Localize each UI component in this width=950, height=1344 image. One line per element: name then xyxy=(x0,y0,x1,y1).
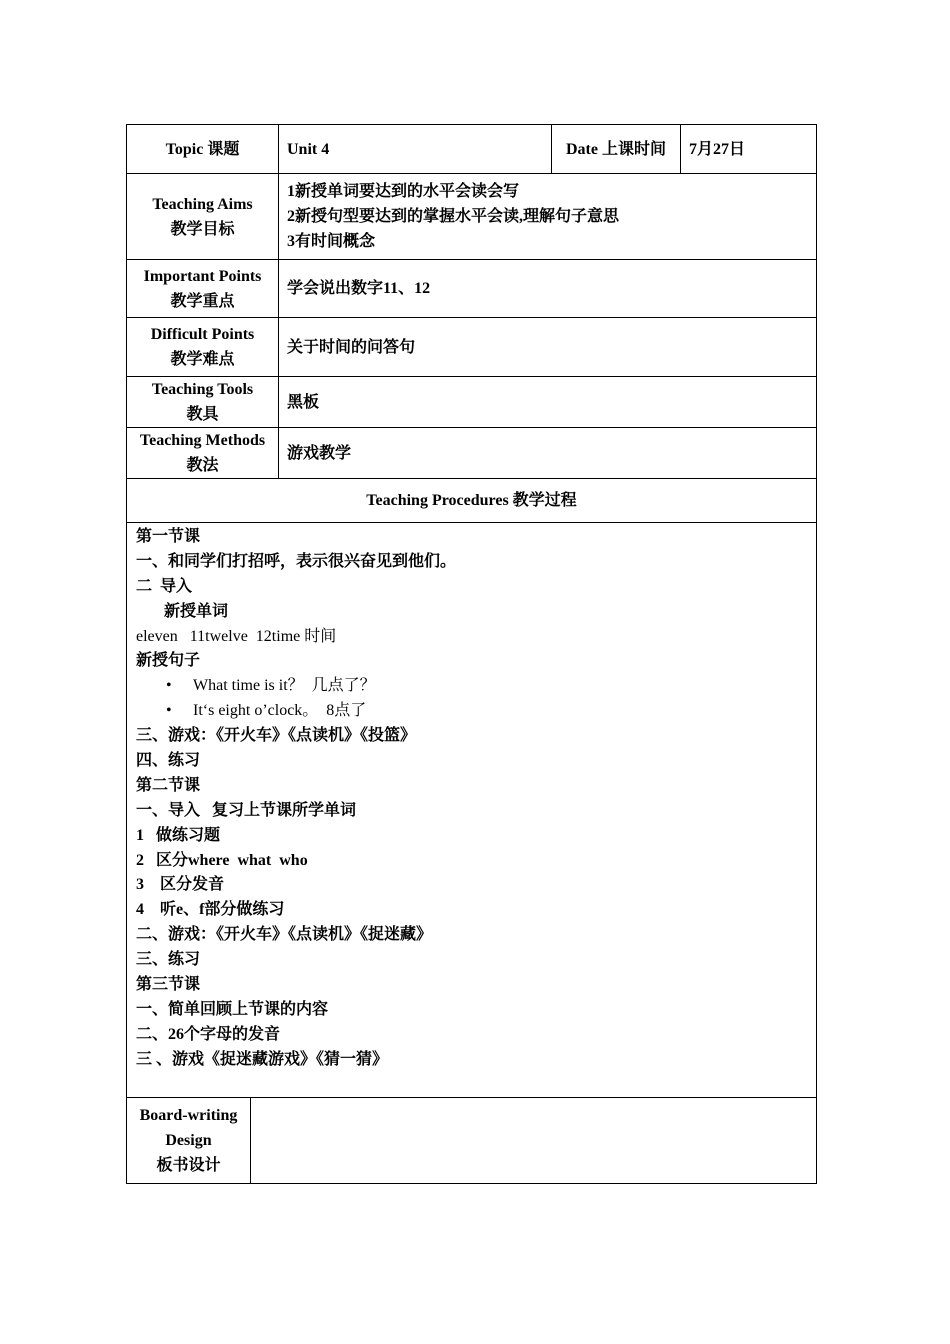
methods-value: 游戏教学 xyxy=(279,428,817,479)
proc-bullet-text: It‘s eight o’clock。 8点了 xyxy=(193,702,367,720)
difficult-value: 关于时间的问答句 xyxy=(279,318,817,377)
topic-label: Topic 课题 xyxy=(127,125,279,174)
aims-line-2: 2新授句型要达到的掌握水平会读,理解句子意思 xyxy=(287,208,620,225)
date-value: 7月27日 xyxy=(681,125,817,174)
important-label xyxy=(127,260,279,318)
board-content xyxy=(251,1097,817,1183)
tools-label-zh: 教具 xyxy=(186,406,219,423)
important-row xyxy=(127,260,817,318)
proc-line: 二、26个字母的发音 xyxy=(136,1025,281,1043)
procedures-title: Teaching Procedures 教学过程 xyxy=(127,479,817,523)
tools-row xyxy=(127,377,817,428)
topic-value: Unit 4 xyxy=(279,125,552,174)
proc-line: 一、和同学们打招呼，表示很兴奋见到他们。 xyxy=(136,552,457,570)
proc-line: 4 听e、f部分做练习 xyxy=(136,901,285,919)
aims-line-1: 1新授单词要达到的水平会读会写 xyxy=(287,183,520,200)
bullet-icon: • xyxy=(166,677,172,695)
tools-label xyxy=(127,377,279,428)
proc-line: 3 区分发音 xyxy=(136,876,225,894)
proc-bullet-item xyxy=(136,674,807,699)
tools-value: 黑板 xyxy=(279,377,817,428)
proc-line: 2 区分where what who xyxy=(136,851,308,869)
methods-label-en: Teaching Methods xyxy=(139,432,266,449)
board-table xyxy=(126,1097,817,1184)
proc-line: 一、导入 复习上节课所学单词 xyxy=(136,801,357,819)
aims-label xyxy=(127,174,279,260)
important-label-zh: 教学重点 xyxy=(170,292,235,310)
proc-line: 1 做练习题 xyxy=(136,826,221,844)
difficult-row xyxy=(127,318,817,377)
important-value: 学会说出数字11、12 xyxy=(279,260,817,318)
difficult-label xyxy=(127,318,279,377)
procedures-title-row xyxy=(127,479,817,523)
proc-line: 三、游戏：《开火车》《点读机》《投篮》 xyxy=(136,727,417,745)
board-label-line-3: 板书设计 xyxy=(156,1156,221,1174)
aims-line-3: 3有时间概念 xyxy=(287,233,376,250)
board-row xyxy=(127,1097,817,1183)
board-label xyxy=(127,1097,251,1183)
proc-line: 第三节课 xyxy=(136,976,201,994)
difficult-label-en: Difficult Points xyxy=(150,326,255,343)
methods-label xyxy=(127,428,279,479)
proc-line: 二、游戏：《开火车》《点读机》《捉迷藏》 xyxy=(136,926,433,944)
aims-row xyxy=(127,174,817,260)
lesson-plan-table xyxy=(126,124,817,1098)
aims-label-en: Teaching Aims xyxy=(152,195,253,213)
methods-row xyxy=(127,428,817,479)
board-label-line-2: Design xyxy=(165,1131,212,1149)
aims-value xyxy=(279,174,817,260)
difficult-label-zh: 教学难点 xyxy=(170,351,235,368)
bullet-icon: • xyxy=(166,702,172,720)
proc-line: 三 、游戏《捉迷藏游戏》《猜一猜》 xyxy=(136,1050,389,1068)
proc-line: 新授单词 xyxy=(164,602,229,620)
aims-label-zh: 教学目标 xyxy=(170,220,235,238)
proc-bullet-text: What time is it？ 几点了？ xyxy=(193,677,376,695)
topic-row xyxy=(127,125,817,174)
proc-line: 三、练习 xyxy=(136,951,201,969)
proc-line: 二 导入 xyxy=(136,577,193,595)
proc-line: 一、简单回顾上节课的内容 xyxy=(136,1000,329,1018)
proc-line: eleven 11twelve 12time 时间 xyxy=(136,627,337,645)
procedures-body xyxy=(127,523,817,1098)
date-label: Date 上课时间 xyxy=(552,125,681,174)
proc-line: 新授句子 xyxy=(136,652,201,670)
lesson-plan xyxy=(126,124,816,1184)
procedures-row xyxy=(127,523,817,1098)
proc-bullet-item xyxy=(136,699,807,724)
proc-line: 四、练习 xyxy=(136,752,201,770)
tools-label-en: Teaching Tools xyxy=(151,381,254,398)
methods-label-zh: 教法 xyxy=(186,457,219,474)
board-label-line-1: Board-writing xyxy=(139,1106,238,1124)
important-label-en: Important Points xyxy=(143,267,262,285)
proc-line: 第一节课 xyxy=(136,528,201,545)
proc-line: 第二节课 xyxy=(136,776,201,794)
